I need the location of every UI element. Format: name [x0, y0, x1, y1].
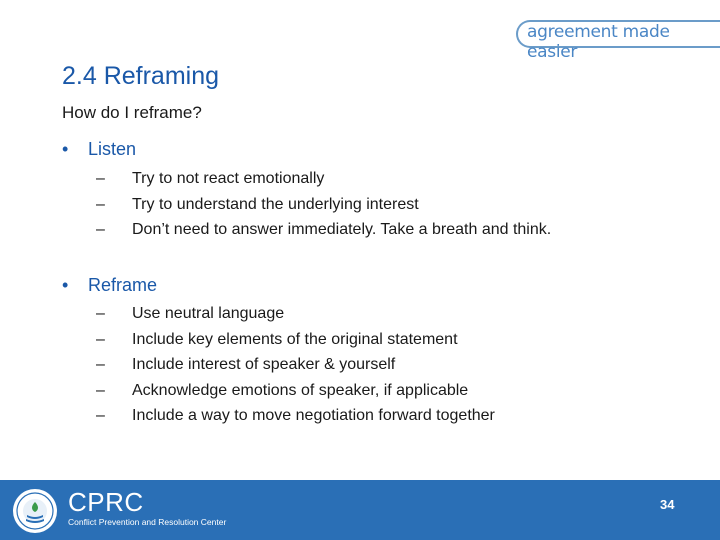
section-listen: [62, 139, 551, 243]
heading-reframe: Reframe: [88, 275, 158, 295]
list-item: [96, 217, 551, 243]
item-text: Include a way to move negotiation forward together: [132, 407, 495, 424]
section-heading: [62, 139, 551, 160]
listen-list: [96, 166, 551, 243]
list-item: [96, 166, 551, 192]
list-item: [96, 403, 495, 429]
epa-seal-icon: [12, 488, 58, 534]
list-item: [96, 327, 495, 353]
item-text: Include key elements of the original statement: [132, 330, 458, 348]
list-item: [96, 378, 495, 404]
dash-icon: –: [96, 330, 105, 348]
slide-title: 2.4 Reframing: [62, 62, 220, 90]
cprc-full-name: Conflict Prevention and Resolution Center: [68, 517, 227, 527]
section-reframe: [62, 275, 495, 429]
bullet-icon: •: [62, 275, 69, 295]
item-text: Use neutral language: [132, 305, 285, 322]
section-heading: [62, 275, 495, 296]
list-item: [96, 192, 551, 218]
dash-icon: –: [96, 381, 105, 399]
bullet-icon: •: [62, 139, 69, 159]
list-item: [96, 301, 495, 327]
dash-icon: –: [96, 356, 105, 373]
dash-icon: –: [96, 221, 105, 238]
cprc-logo-text: CPRC: [68, 487, 144, 517]
dash-icon: –: [96, 305, 105, 322]
agreement-logo-text: agreement made easier: [527, 22, 670, 62]
dash-icon: –: [96, 407, 105, 424]
item-text: Acknowledge emotions of speaker, if applicable: [132, 381, 469, 399]
list-item: [96, 352, 495, 378]
page-number: 34: [660, 497, 675, 512]
dash-icon: –: [96, 170, 105, 187]
item-text: Try to not react emotionally: [132, 170, 325, 187]
slide-subtitle: How do I reframe?: [62, 103, 202, 122]
heading-listen: Listen: [88, 139, 137, 159]
reframe-list: [96, 301, 495, 429]
item-text: Don’t need to answer immediately. Take a breath and think.: [132, 221, 552, 238]
item-text: Try to understand the underlying interest: [132, 195, 419, 213]
dash-icon: –: [96, 195, 105, 213]
item-text: Include interest of speaker & yourself: [132, 356, 396, 373]
